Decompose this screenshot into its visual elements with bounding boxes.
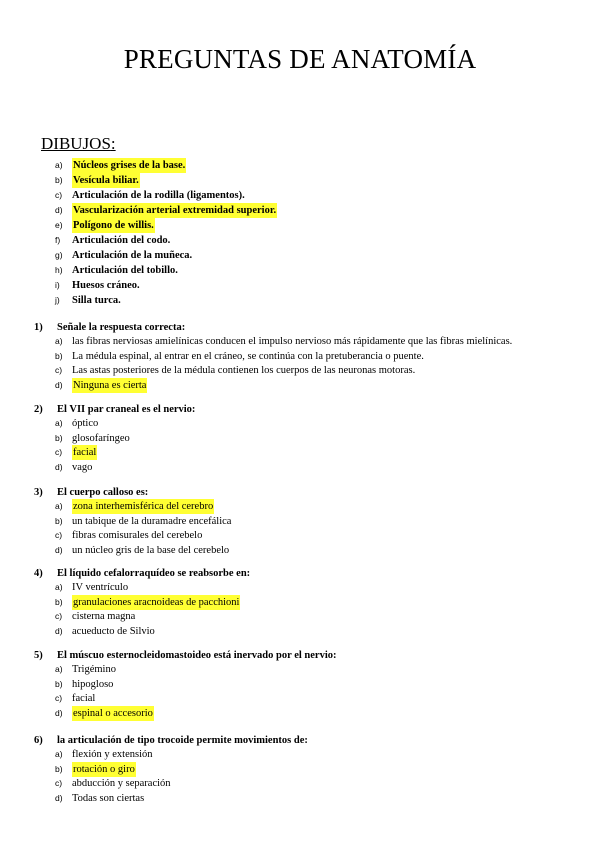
answer-text: un núcleo gris de la base del cerebelo [72, 544, 230, 556]
list-marker: d) [55, 707, 63, 718]
answer-text: La médula espinal, al entrar en el cráneo, se continúa con la pretuberancia o puente. [72, 350, 424, 362]
question-text: El múscuo esternocleidomastoideo está inervado por el nervio: [57, 650, 337, 661]
question-number: 3) [34, 487, 43, 498]
list-marker: j) [55, 295, 60, 305]
list-marker: b) [55, 432, 63, 443]
section-title-label: DIBUJOS [41, 134, 111, 153]
list-marker: d) [55, 544, 63, 555]
answer-text: las fibras nerviosas amielínicas conducen el impulso nervioso más rápidamente que las fibras mielínicas. [72, 336, 513, 347]
list-marker: d) [55, 792, 63, 803]
question-heading [34, 567, 250, 581]
dibujo-text: Núcleos grises de la base. [73, 160, 186, 171]
answer-text: abducción y separación [72, 778, 171, 789]
answer-text: óptico [72, 418, 99, 429]
list-marker: a) [55, 336, 63, 346]
list-marker: d) [55, 379, 63, 390]
list-marker: a) [55, 664, 63, 674]
question-heading [34, 321, 185, 335]
dibujo-text: Articulación de la muñeca. [72, 250, 193, 261]
list-marker: f) [55, 235, 61, 245]
answer-text-highlighted: zona interhemisférica del cerebro [73, 501, 214, 512]
list-marker: b) [55, 175, 63, 185]
question-number: 4) [34, 568, 43, 579]
list-marker: a) [55, 501, 63, 511]
list-marker: c) [55, 365, 63, 375]
answer-text: glosofaríngeo [72, 432, 130, 444]
answer-text: hipogloso [72, 678, 114, 690]
question-number: 1) [34, 322, 43, 333]
question-heading [34, 486, 148, 500]
question-heading [34, 403, 195, 417]
question-text: El líquido cefalorraquídeo se reabsorbe en: [57, 568, 251, 579]
question-heading [34, 649, 337, 663]
dibujo-text: Huesos cráneo. [72, 280, 140, 291]
answer-text: Todas son ciertas [72, 792, 145, 804]
list-marker: d) [55, 205, 63, 215]
list-marker: a) [55, 582, 63, 592]
question-text: El cuerpo calloso es: [57, 487, 149, 498]
answer-text: fibras comisurales del cerebelo [72, 530, 203, 541]
page-title: PREGUNTAS DE ANATOMÍA [123, 44, 477, 74]
question-text: El VII par craneal es el nervio: [57, 404, 196, 415]
answer-text: Trigémino [72, 664, 116, 675]
list-marker: a) [55, 160, 63, 170]
list-marker: c) [55, 611, 63, 621]
question-text: la articulación de tipo trocoide permite movimientos de: [57, 735, 308, 746]
dibujo-text: Vesícula biliar. [73, 175, 139, 186]
answer-text: acueducto de Silvio [72, 625, 155, 637]
answer-text: Las astas posteriores de la médula contienen los cuerpos de las neuronas motoras. [72, 365, 416, 376]
answer-text-highlighted: granulaciones aracnoideas de pacchioni [73, 596, 240, 608]
dibujo-text: Silla turca. [72, 295, 121, 306]
answer-text: flexión y extensión [72, 749, 153, 760]
section-title-colon: : [110, 134, 116, 153]
list-marker: c) [55, 778, 63, 788]
list-marker: b) [55, 515, 63, 526]
answer-text-highlighted: espinal o accesorio [73, 707, 153, 719]
answer-text-highlighted: rotación o giro [73, 763, 135, 775]
question-number: 6) [34, 735, 43, 746]
dibujo-text: Articulación del codo. [72, 235, 171, 246]
answer-text-highlighted: Ninguna es cierta [73, 379, 147, 391]
list-marker: d) [55, 625, 63, 636]
list-marker: h) [55, 265, 63, 275]
list-marker: a) [55, 418, 63, 428]
list-marker: c) [55, 447, 63, 457]
list-marker: d) [55, 461, 63, 472]
question-text: Señale la respuesta correcta: [57, 322, 186, 333]
list-marker: i) [55, 280, 60, 290]
list-marker: c) [55, 693, 63, 703]
answer-text: cisterna magna [72, 611, 136, 622]
question-heading [34, 734, 308, 748]
answer-text: IV ventrículo [72, 582, 129, 593]
question-number: 2) [34, 404, 43, 415]
list-marker: g) [55, 250, 63, 260]
list-marker: c) [55, 190, 63, 200]
list-marker: b) [55, 350, 63, 361]
list-marker: c) [55, 530, 63, 540]
answer-text: vago [72, 461, 93, 473]
dibujo-text: Vascularización arterial extremidad superior. [73, 205, 277, 216]
dibujo-text: Articulación del tobillo. [72, 265, 178, 276]
answer-text-highlighted: facial [73, 447, 97, 458]
list-marker: b) [55, 763, 63, 774]
question-number: 5) [34, 650, 43, 661]
dibujo-text: Polígono de willis. [73, 220, 154, 231]
list-marker: b) [55, 596, 63, 607]
list-marker: a) [55, 749, 63, 759]
dibujo-text: Articulación de la rodilla (ligamentos). [72, 190, 245, 201]
answer-text: facial [72, 693, 96, 704]
list-marker: e) [55, 220, 63, 230]
answer-text: un tabique de la duramadre encefálica [72, 515, 232, 527]
section-title-dibujos [41, 134, 116, 154]
list-marker: b) [55, 678, 63, 689]
